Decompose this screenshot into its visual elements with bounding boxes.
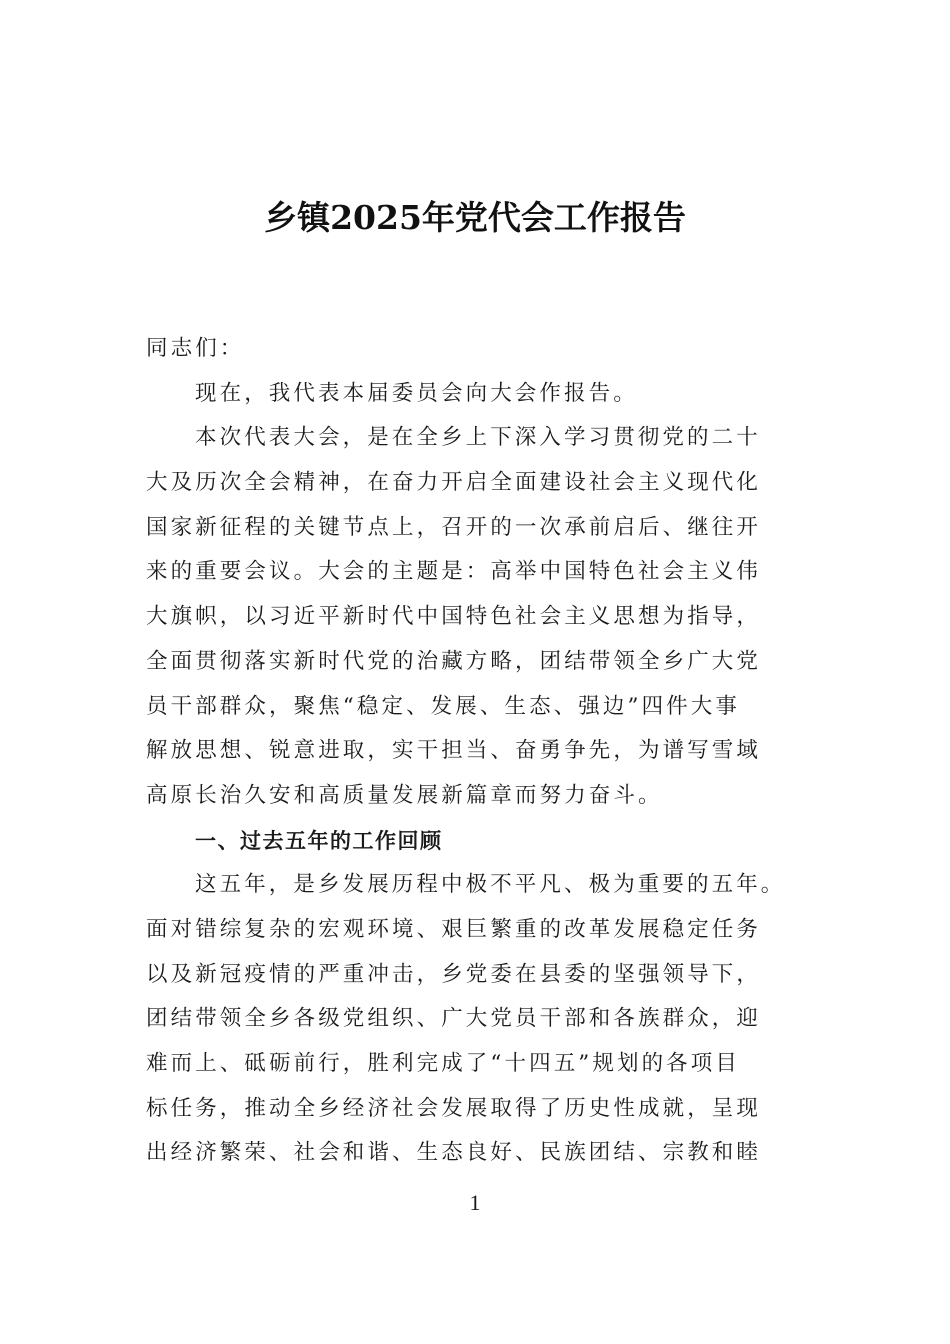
paragraph-line: 现在，我代表本届委员会向大会作报告。 bbox=[195, 380, 638, 406]
paragraph-line: 这五年，是乡发展历程中极不平凡、极为重要的五年。 bbox=[195, 872, 786, 898]
paragraph-line: 员干部群众，聚焦“稳定、发展、生态、强边”四件大事 bbox=[146, 693, 740, 719]
paragraph-line: 难而上、砥砺前行，胜利完成了“十四五”规划的各项目 bbox=[146, 1051, 740, 1076]
paragraph-line: 标任务，推动全乡经济社会发展取得了历史性成就，呈现 bbox=[146, 1095, 762, 1121]
page-number: 1 bbox=[469, 1190, 481, 1215]
paragraph-line: 大及历次全会精神，在奋力开启全面建设社会主义现代化 bbox=[146, 470, 762, 496]
paragraph-line: 解放思想、锐意进取，实干担当、奋勇争先，为谱写雪域 bbox=[146, 738, 762, 764]
paragraph-line: 全面贯彻落实新时代党的治藏方略，团结带领全乡广大党 bbox=[146, 648, 762, 674]
paragraph-line: 来的重要会议。大会的主题是：高举中国特色社会主义伟 bbox=[146, 559, 762, 585]
document-title: 乡镇2025年党代会工作报告 bbox=[264, 198, 686, 237]
paragraph-line: 以及新冠疫情的严重冲击，乡党委在县委的坚强领导下， bbox=[146, 961, 762, 987]
paragraph-line: 本次代表大会，是在全乡上下深入学习贯彻党的二十 bbox=[195, 425, 761, 451]
document-body bbox=[146, 327, 806, 1176]
paragraph-line: 高原长治久安和高质量发展新篇章而努力奋斗。 bbox=[146, 782, 663, 808]
paragraph-line: 国家新征程的关键节点上，召开的一次承前启后、继往开 bbox=[146, 514, 762, 540]
salutation: 同志们： bbox=[146, 336, 245, 361]
section-heading: 一、过去五年的工作回顾 bbox=[195, 828, 443, 853]
paragraph-line: 团结带领全乡各级党组织、广大党员干部和各族群众，迎 bbox=[146, 1006, 762, 1032]
paragraph-line: 大旗帜，以习近平新时代中国特色社会主义思想为指导， bbox=[146, 604, 762, 630]
paragraph-line: 面对错综复杂的宏观环境、艰巨繁重的改革发展稳定任务 bbox=[146, 916, 762, 942]
paragraph-line: 出经济繁荣、社会和谐、生态良好、民族团结、宗教和睦 bbox=[146, 1140, 762, 1166]
